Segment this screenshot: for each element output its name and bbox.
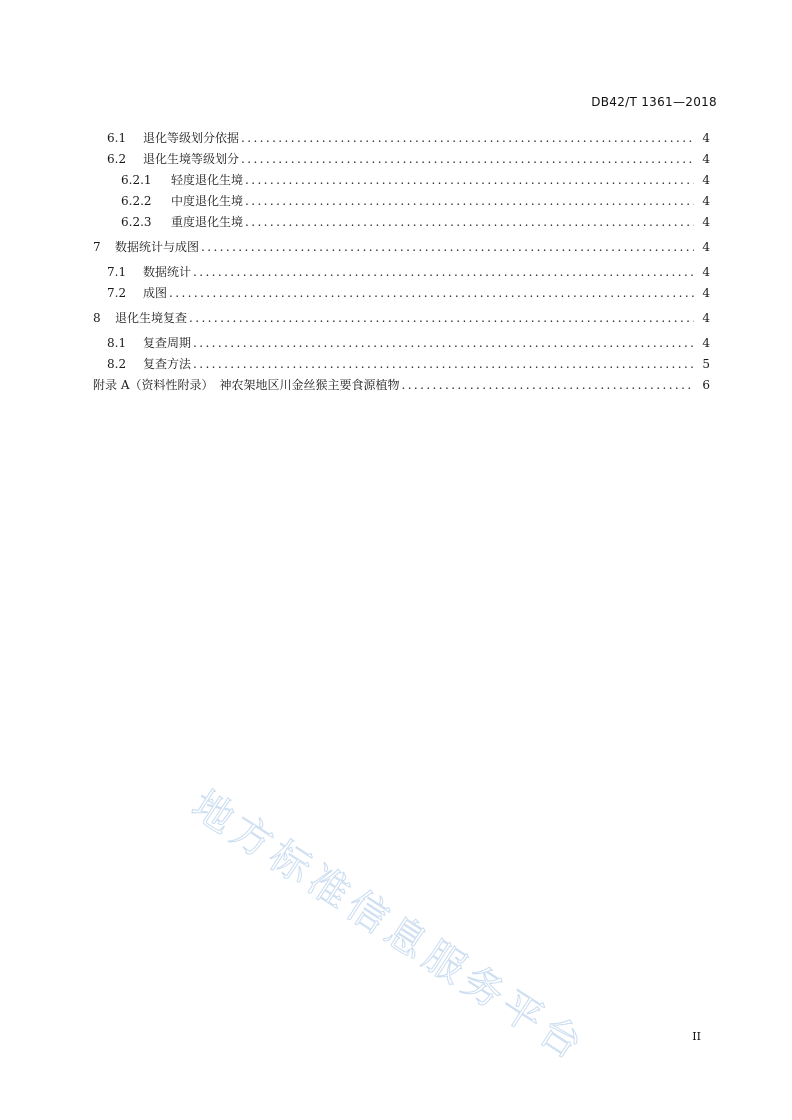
toc-entry-8[interactable] xyxy=(93,308,710,329)
toc-entry-title: 数据统计与成图 xyxy=(115,240,200,254)
toc-entry-8-1[interactable] xyxy=(93,333,710,354)
watermark-text: 地方标准信息服务平台 xyxy=(183,782,595,1072)
toc-leader-dots xyxy=(201,237,694,258)
toc-entry-title: 退化等级划分依据 xyxy=(143,131,240,145)
toc-entry-6-1[interactable] xyxy=(93,128,710,149)
toc-leader-dots xyxy=(245,212,694,233)
toc-entry-title: 复查方法 xyxy=(143,357,192,371)
toc-entry-number: 7.1 xyxy=(107,265,127,279)
toc-entry-page: 4 xyxy=(702,194,710,208)
toc-entry-7[interactable] xyxy=(93,237,710,258)
toc-entry-7-1[interactable] xyxy=(93,262,710,283)
toc-entry-page: 4 xyxy=(702,215,710,229)
toc-leader-dots xyxy=(193,333,694,354)
toc-leader-dots xyxy=(401,375,694,396)
toc-entry-appendix-a[interactable] xyxy=(93,375,710,396)
toc-entry-6-2-2[interactable] xyxy=(93,191,710,212)
toc-entry-number: 7 xyxy=(93,240,101,254)
toc-entry-number: 6.2.2 xyxy=(121,194,152,208)
toc-entry-page: 4 xyxy=(702,311,710,325)
toc-entry-title: 轻度退化生境 xyxy=(171,173,244,187)
toc-entry-6-2-1[interactable] xyxy=(93,170,710,191)
toc-leader-dots xyxy=(193,262,694,283)
toc-entry-page: 6 xyxy=(702,378,710,392)
toc-entry-7-2[interactable] xyxy=(93,283,710,304)
toc-entry-8-2[interactable] xyxy=(93,354,710,375)
toc-leader-dots xyxy=(245,170,694,191)
toc-leader-dots xyxy=(193,354,694,375)
toc-entry-title: 成图 xyxy=(143,286,168,300)
toc-entry-number: 8 xyxy=(93,311,101,325)
toc-entry-title: 中度退化生境 xyxy=(171,194,244,208)
toc-leader-dots xyxy=(245,191,694,212)
toc-leader-dots xyxy=(241,128,694,149)
toc-entry-title: 复查周期 xyxy=(143,336,192,350)
toc-entry-title: 数据统计 xyxy=(143,265,192,279)
page-number: II xyxy=(692,1030,701,1043)
toc-entry-6-2[interactable] xyxy=(93,149,710,170)
toc-entry-title: 附录 A（资料性附录） 神农架地区川金丝猴主要食源植物 xyxy=(93,378,400,392)
toc-entry-title: 退化生境等级划分 xyxy=(143,152,240,166)
toc-entry-page: 4 xyxy=(702,240,710,254)
toc-leader-dots xyxy=(189,308,694,329)
toc-entry-page: 4 xyxy=(702,286,710,300)
toc-entry-number: 6.2 xyxy=(107,152,127,166)
toc-entry-number: 8.2 xyxy=(107,357,127,371)
toc-entry-page: 4 xyxy=(702,265,710,279)
toc-entry-number: 7.2 xyxy=(107,286,127,300)
toc-entry-number: 6.2.3 xyxy=(121,215,152,229)
toc-entry-number: 6.2.1 xyxy=(121,173,152,187)
toc-entry-title: 重度退化生境 xyxy=(171,215,244,229)
table-of-contents xyxy=(93,128,710,396)
toc-entry-6-2-3[interactable] xyxy=(93,212,710,233)
toc-entry-number: 8.1 xyxy=(107,336,127,350)
toc-entry-number: 6.1 xyxy=(107,131,127,145)
toc-leader-dots xyxy=(241,149,694,170)
standard-code: DB42/T 1361—2018 xyxy=(591,95,717,109)
toc-entry-title: 退化生境复查 xyxy=(115,311,188,325)
toc-entry-page: 4 xyxy=(702,152,710,166)
toc-entry-page: 4 xyxy=(702,336,710,350)
toc-entry-page: 4 xyxy=(702,173,710,187)
toc-entry-page: 4 xyxy=(702,131,710,145)
toc-leader-dots xyxy=(169,283,694,304)
toc-entry-page: 5 xyxy=(702,357,710,371)
